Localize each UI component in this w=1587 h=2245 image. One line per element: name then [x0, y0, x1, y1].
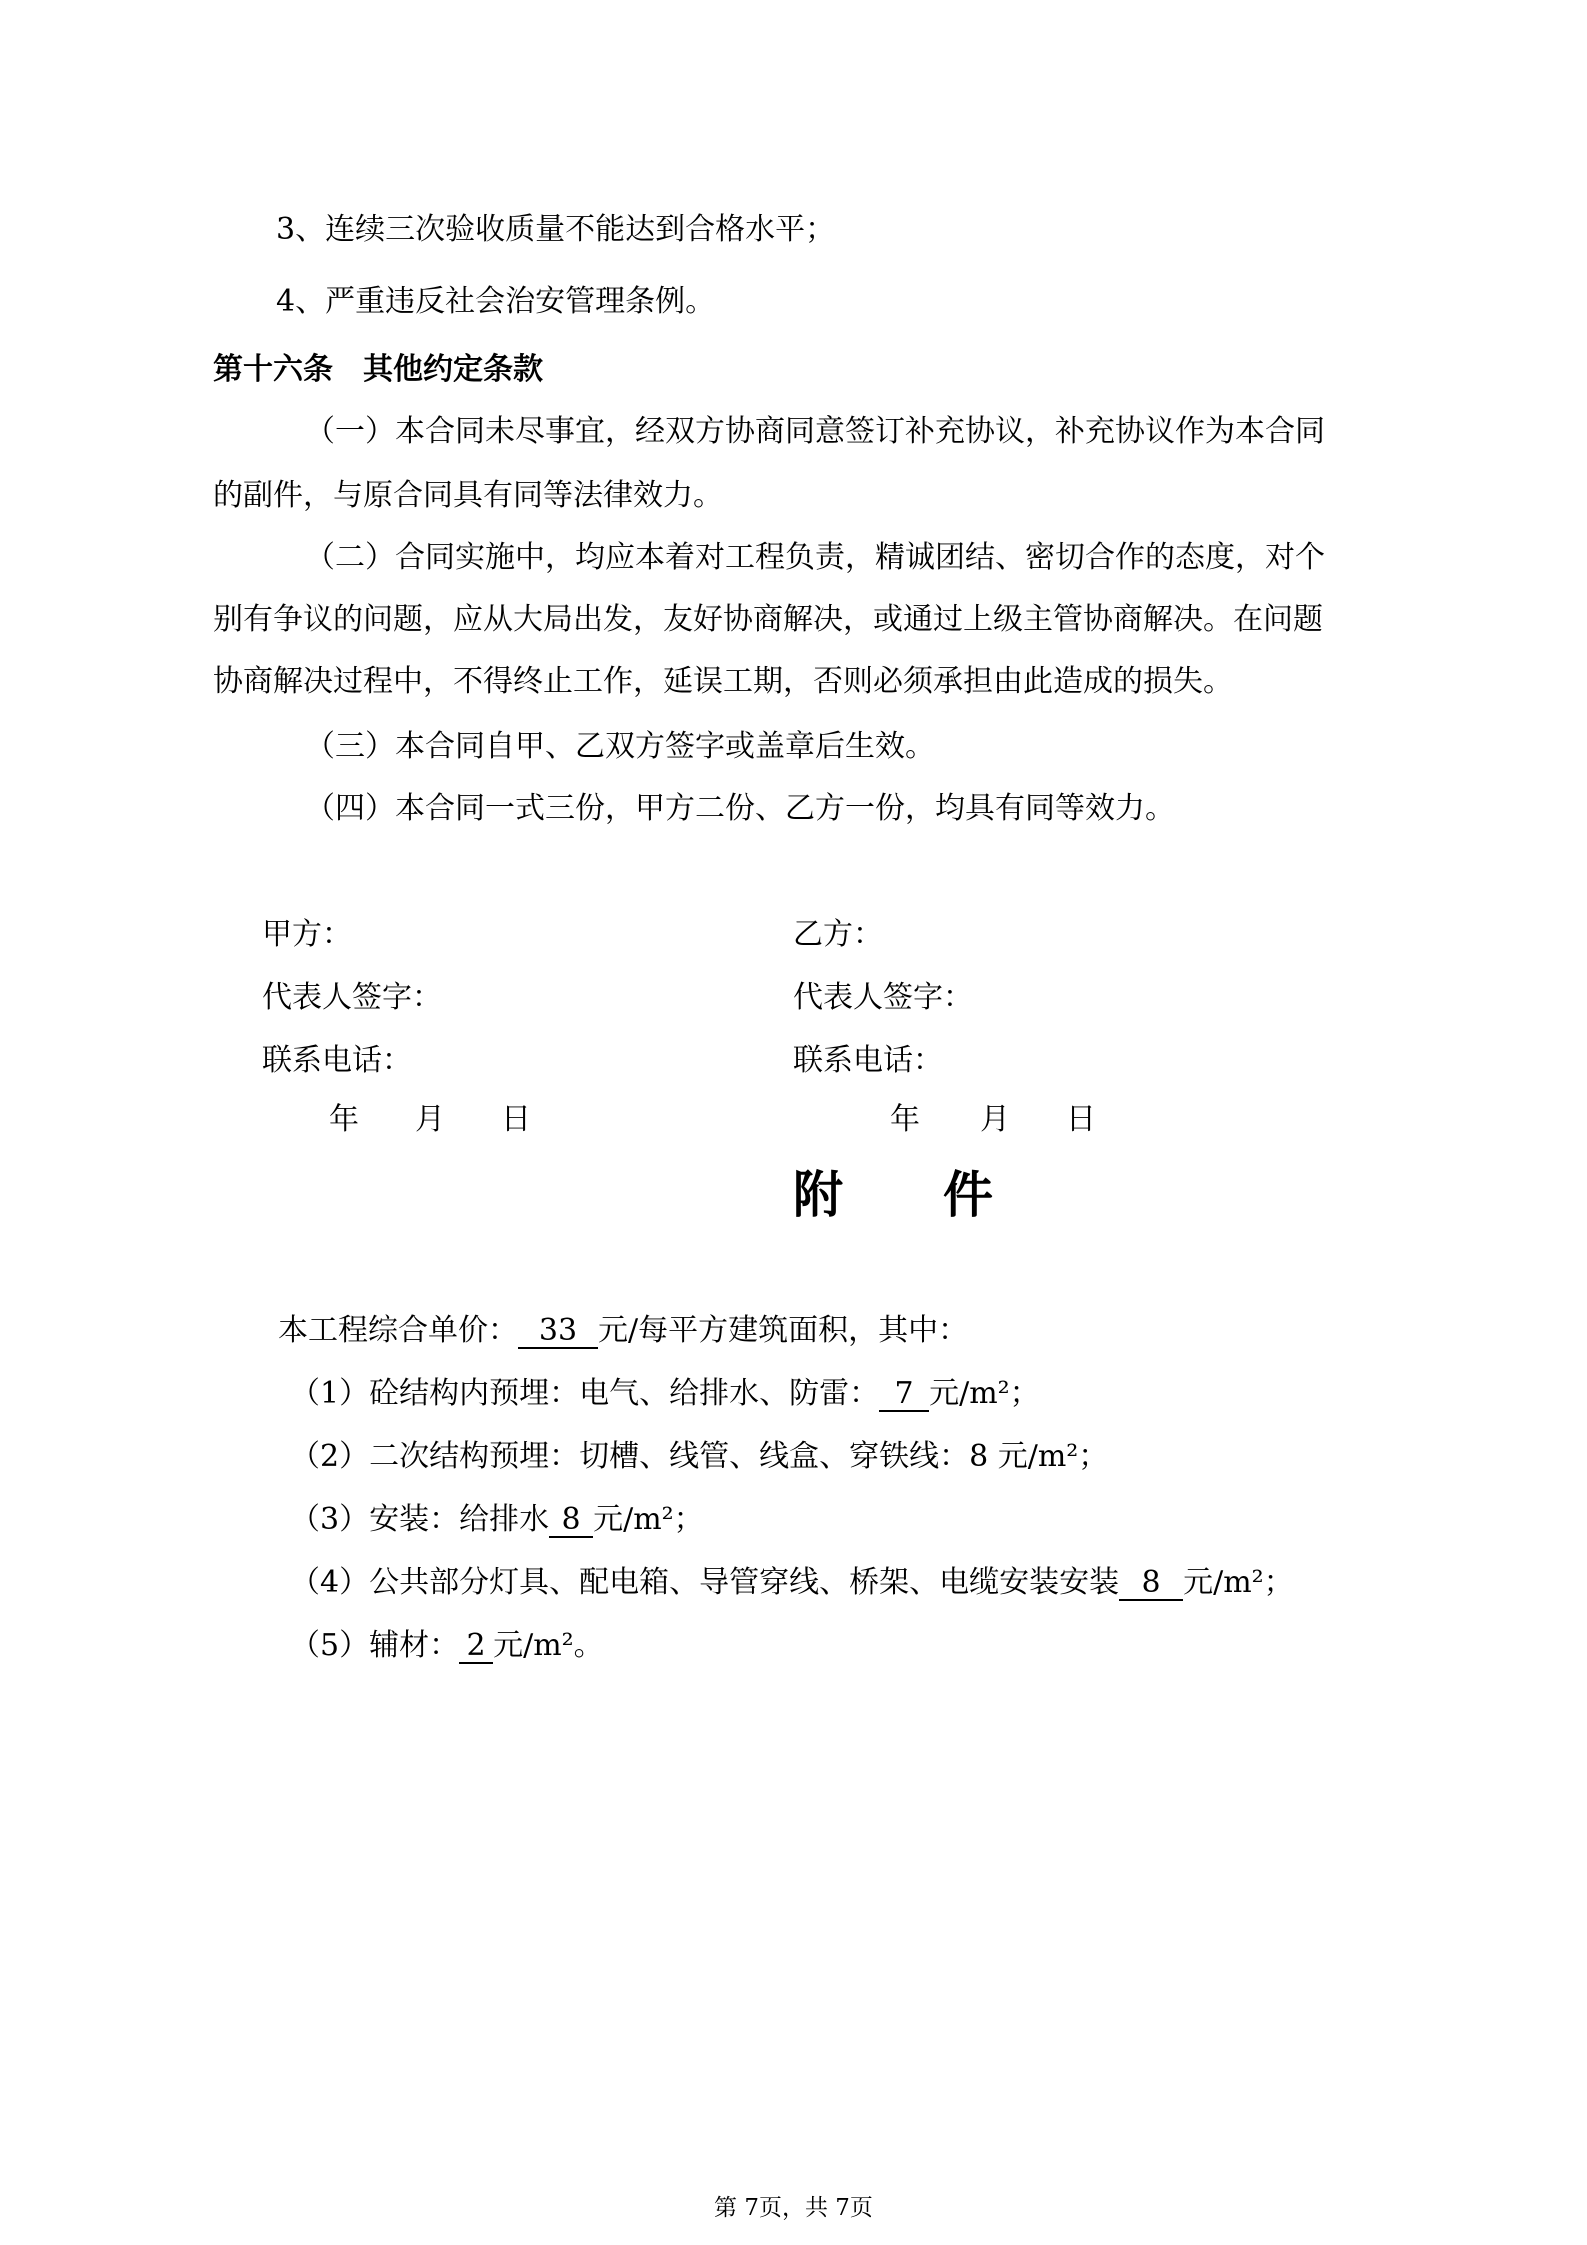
party-b-day: 日 [1066, 1102, 1096, 1137]
appendix-item-2: （2）二次结构预埋：切槽、线管、线盒、穿铁线：8 元/m²； [290, 1439, 1109, 1474]
appendix-item-4: （4）公共部分灯具、配电箱、导管穿线、桥架、电缆安装安装 8 元/m²； [290, 1565, 1294, 1600]
party-b-representative-label: 代表人签字： [793, 980, 973, 1015]
party-a-day: 日 [501, 1102, 531, 1137]
party-a-month: 月 [415, 1102, 445, 1137]
party-b-month: 月 [980, 1102, 1010, 1137]
clause-3: （三）本合同自甲、乙双方签字或盖章后生效。 [305, 729, 935, 764]
item-4: 4、严重违反社会治安管理条例。 [276, 284, 716, 319]
clause-2-line-1: （二）合同实施中，均应本着对工程负责，精诚团结、密切合作的态度，对个 [305, 540, 1325, 575]
appendix-item-3: （3）安装：给排水 8 元/m²； [290, 1502, 704, 1537]
page-number-footer: 第 7页，共 7页 [714, 2195, 873, 2221]
appendix-title: 附 件 [793, 1165, 993, 1224]
unit-price-line: 本工程综合单价： 33 元/每平方建筑面积，其中： [278, 1313, 969, 1348]
clause-4: （四）本合同一式三份，甲方二份、乙方一份，均具有同等效力。 [305, 791, 1175, 826]
party-a-date [329, 1100, 531, 1140]
party-b-label: 乙方： [793, 917, 883, 952]
item-5-value: 2 [459, 1630, 493, 1664]
party-b-phone-label: 联系电话： [793, 1043, 943, 1078]
clause-1-line-1: （一）本合同未尽事宜，经双方协商同意签订补充协议，补充协议作为本合同 [305, 414, 1325, 449]
item-4-value: 8 [1119, 1567, 1183, 1601]
party-a-year: 年 [329, 1102, 359, 1137]
clause-2-line-2: 别有争议的问题，应从大局出发，友好协商解决，或通过上级主管协商解决。在问题 [213, 602, 1323, 637]
party-a-phone-label: 联系电话： [262, 1043, 412, 1078]
party-b-date [890, 1100, 1096, 1140]
appendix-item-1: （1）砼结构内预埋：电气、给排水、防雷： 7 元/m²； [290, 1376, 1040, 1411]
clause-1-line-2: 的副件，与原合同具有同等法律效力。 [213, 478, 723, 513]
appendix-item-5: （5）辅材： 2 元/m²。 [290, 1628, 604, 1663]
item-3-value: 8 [549, 1504, 593, 1538]
party-b-year: 年 [890, 1102, 920, 1137]
party-a-representative-label: 代表人签字： [262, 980, 442, 1015]
clause-2-line-3: 协商解决过程中，不得终止工作，延误工期，否则必须承担由此造成的损失。 [213, 664, 1233, 699]
article-16-heading: 第十六条 其他约定条款 [213, 352, 543, 387]
unit-price-value: 33 [518, 1315, 598, 1349]
party-a-label: 甲方： [262, 917, 352, 952]
item-3: 3、连续三次验收质量不能达到合格水平； [276, 212, 836, 247]
item-1-value: 7 [879, 1378, 929, 1412]
